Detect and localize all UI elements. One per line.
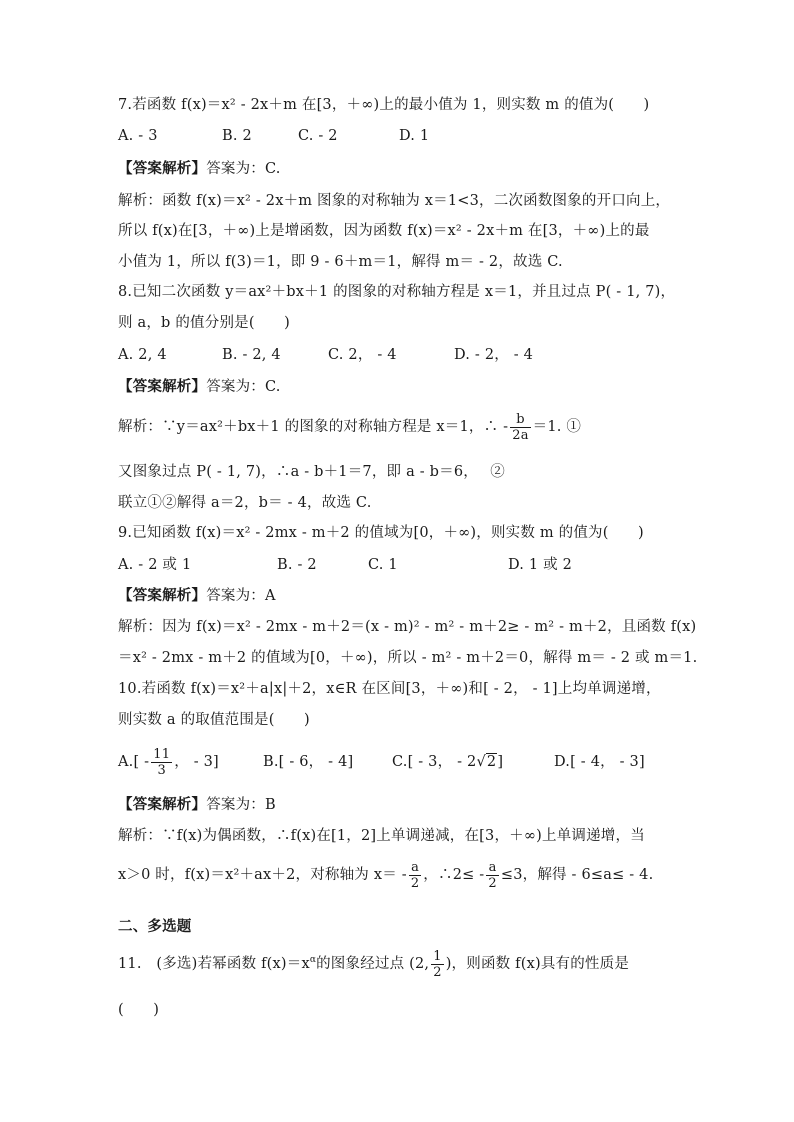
- q8-option-b: B. - 2, 4: [222, 347, 281, 363]
- q8-explanation-line-1: [118, 410, 581, 444]
- q7-explanation-line-1: 解析：函数 f(x)＝x² - 2x＋m 图象的对称轴为 x＝1<3，二次函数图象的开口向上，: [118, 193, 671, 209]
- q8-explanation-line-3: 联立①②解得 a＝2，b＝ - 4，故选 C.: [118, 495, 372, 511]
- q7-answer-label: 【答案解析】: [118, 160, 207, 177]
- q10-stem-line-1: 10.若函数 f(x)＝x²＋a|x|＋2，x∈R 在区间[3，＋∞)和[ - 2， - 1]上均单调递增，: [118, 681, 661, 697]
- q10-expl2-text: x＞0 时，f(x)＝x²＋ax＋2，对称轴为 x＝ -: [118, 867, 407, 883]
- fraction-a-over-2: [409, 860, 421, 891]
- q11-stem-mid: 的图象经过点 (2,: [316, 956, 430, 972]
- q8-stem-line-1: 8.已知二次函数 y＝ax²＋bx＋1 的图象的对称轴方程是 x＝1，并且过点 P( - 1, 7)，: [118, 284, 676, 300]
- q10-answer-label: 【答案解析】: [118, 796, 207, 813]
- q7-explanation-line-2: 所以 f(x)在[3，＋∞)上是增函数，因为函数 f(x)＝x² - 2x＋m 在[3，＋∞)上的最: [118, 223, 650, 239]
- q9-answer: [118, 586, 276, 606]
- q11-stem-text: 11. (多选)若幂函数 f(x)＝x: [118, 956, 310, 972]
- q7-answer-text: 答案为：C.: [206, 161, 281, 177]
- q8-answer-label: 【答案解析】: [118, 378, 207, 395]
- q9-option-c: C. 1: [368, 557, 398, 573]
- q7-options: [118, 126, 718, 146]
- q9-answer-text: 答案为：A: [206, 588, 276, 604]
- q11-stem: [118, 946, 629, 982]
- fraction-b-over-2a: [510, 412, 530, 443]
- fraction-numerator: a: [486, 860, 498, 876]
- q7-option-c: C. - 2: [298, 128, 338, 144]
- q7-answer: [118, 159, 281, 179]
- q8-stem-line-2: 则 a，b 的值分别是( ): [118, 315, 290, 331]
- q7-explanation-line-3: 小值为 1，所以 f(3)＝1，即 9 - 6＋m＝1，解得 m＝ - 2，故选 C.: [118, 254, 563, 270]
- q7-option-d: D. 1: [399, 128, 430, 144]
- q9-option-b: B. - 2: [277, 557, 317, 573]
- fraction-a-over-2: [486, 860, 498, 891]
- q10-expl2-mid: ，∴2≤ -: [423, 867, 485, 883]
- q9-answer-label: 【答案解析】: [118, 587, 207, 604]
- q9-option-d: D. 1 或 2: [508, 557, 573, 573]
- q8-option-a: A. 2, 4: [118, 347, 167, 363]
- q10-stem-line-2: 则实数 a 的取值范围是( ): [118, 712, 310, 728]
- q10-option-a-text: A.[ -: [118, 754, 150, 770]
- fraction-1-over-2: [431, 949, 443, 980]
- q10-option-a: [118, 744, 219, 780]
- q10-option-b: B.[ - 6， - 4]: [263, 754, 354, 770]
- q11-stem-tail: )，则函数 f(x)具有的性质是: [445, 956, 630, 972]
- q10-option-c-tail: ]: [497, 754, 504, 770]
- sqrt-radicand: 2: [486, 754, 497, 770]
- q9-option-a: A. - 2 或 1: [118, 557, 192, 573]
- fraction-denominator: 2: [488, 875, 497, 891]
- section-heading: 二、多选题: [118, 918, 192, 935]
- q8-option-c: C. 2， - 4: [328, 347, 397, 363]
- fraction-denominator: 2a: [512, 427, 529, 443]
- q10-answer-text: 答案为：B: [206, 797, 276, 813]
- q8-answer-text: 答案为：C.: [206, 379, 281, 395]
- q10-explanation-line-1: 解析：∵f(x)为偶函数，∴f(x)在[1，2]上单调递减，在[3，＋∞)上单调递增，当: [118, 828, 645, 844]
- q10-answer: [118, 795, 276, 815]
- q10-option-c: [392, 744, 503, 780]
- q10-expl2-tail: ≤3，解得 - 6≤a≤ - 4.: [500, 867, 654, 883]
- q7-option-a: A. - 3: [118, 128, 158, 144]
- q9-options: [118, 555, 718, 575]
- q8-explanation-line-2: 又图象过点 P( - 1, 7)，∴a - b＋1＝7，即 a - b＝6， ②: [118, 464, 505, 480]
- exponent-alpha: α: [309, 955, 317, 966]
- sqrt-symbol: √: [476, 754, 486, 770]
- fraction-denominator: 2: [433, 964, 442, 980]
- fraction-11-over-3: [151, 747, 172, 778]
- q10-option-a-tail: ， - 3]: [174, 754, 219, 770]
- fraction-numerator: b: [510, 412, 530, 428]
- q7-option-b: B. 2: [222, 128, 252, 144]
- q9-explanation-line-1: 解析：因为 f(x)＝x² - 2mx - m＋2＝(x - m)² - m² - m＋2≥ - m² - m＋2，且函数 f(x): [118, 619, 697, 635]
- fraction-numerator: a: [409, 860, 421, 876]
- q8-expl1-tail: ＝1. ①: [532, 419, 582, 435]
- q7-stem: 7.若函数 f(x)＝x² - 2x＋m 在[3，＋∞)上的最小值为 1，则实数 m 的值为( ): [118, 97, 650, 113]
- q8-expl1-text: 解析：∵y＝ax²＋bx＋1 的图象的对称轴方程是 x＝1，∴ -: [118, 419, 509, 435]
- q11-answer-paren: ( ): [118, 1002, 160, 1018]
- q9-stem: 9.已知函数 f(x)＝x² - 2mx - m＋2 的值域为[0，＋∞)，则实数 m 的值为( ): [118, 525, 644, 541]
- fraction-numerator: 11: [153, 746, 171, 762]
- q8-option-d: D. - 2， - 4: [454, 347, 534, 363]
- q8-answer: [118, 377, 281, 397]
- fraction-denominator: 3: [157, 762, 166, 778]
- q9-explanation-line-2: ＝x² - 2mx - m＋2 的值域为[0，＋∞)，所以 - m² - m＋2＝0，解得 m＝ - 2 或 m＝1.: [118, 650, 698, 666]
- q10-options: [118, 744, 718, 780]
- q10-explanation-line-2: [118, 857, 653, 893]
- q10-option-c-text: C.[ - 3， - 2: [392, 754, 477, 770]
- q8-options: [118, 345, 718, 365]
- fraction-denominator: 2: [410, 875, 420, 891]
- fraction-numerator: 1: [433, 948, 442, 964]
- q10-option-d: D.[ - 4， - 3]: [554, 754, 645, 770]
